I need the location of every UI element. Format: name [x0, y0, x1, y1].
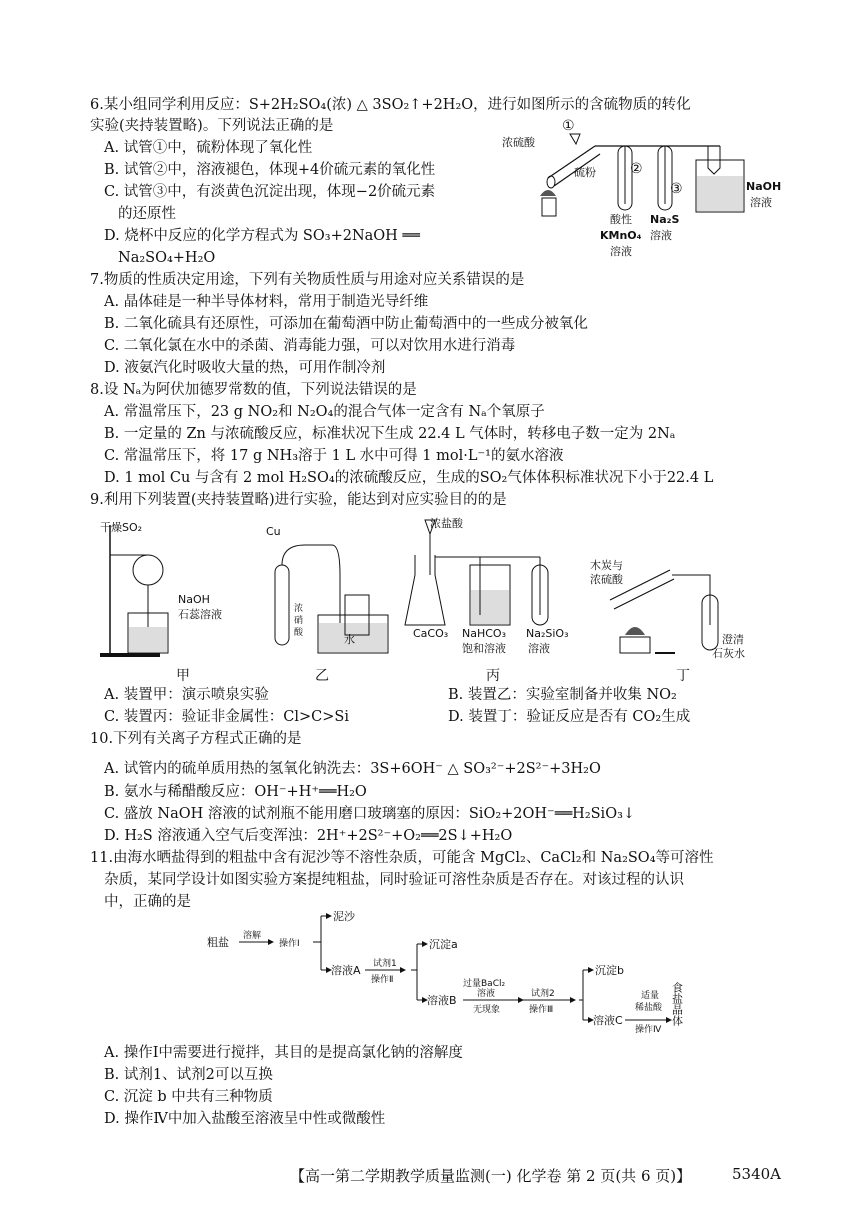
q7-option-a: A. 晶体硅是一种半导体材料，常用于制造光导纤维 — [104, 294, 429, 310]
q8-stem: 8.设 Nₐ为阿伏加德罗常数的值，下列说法错误的是 — [90, 382, 417, 398]
q10-option-c: C. 盛放 NaOH 溶液的试剂瓶不能用磨口玻璃塞的原因：SiO₂+2OH⁻══H₂SiO₃↓ — [104, 806, 636, 822]
q11-fig-bacl2-label1: 过量BaCl₂ — [463, 979, 506, 989]
q11-fig-reagent2: 试剂2 — [531, 989, 555, 999]
q11-fig-solution-b: 溶液B — [427, 994, 457, 1007]
q6-stem-line2: 实验(夹持装置略)。下列说法正确的是 — [90, 118, 334, 134]
q11-stem-line3: 中，正确的是 — [104, 894, 191, 910]
q6-fig-kmno4-label2: KMnO₄ — [600, 229, 642, 242]
q9-caption-ding: 丁 — [676, 668, 690, 684]
q11-fig-sand: 泥沙 — [333, 910, 355, 923]
q11-fig-op3: 操作Ⅲ — [529, 1005, 554, 1015]
q11-fig-hcl-label1: 适量 — [641, 991, 660, 1001]
q11-fig-op4: 操作Ⅳ — [635, 1025, 662, 1035]
q9-fig-jia-solution-label: 石蕊溶液 — [178, 608, 222, 621]
q7-option-b: B. 二氧化硫具有还原性，可添加在葡萄酒中防止葡萄酒中的一些成分被氧化 — [104, 316, 588, 332]
q9-apparatus-figure — [100, 515, 780, 665]
q6-option-c-cont: 的还原性 — [118, 206, 176, 222]
q8-option-c: C. 常温常压下，将 17 g NH₃溶于 1 L 水中可得 1 mol·L⁻¹的氨水溶液 — [104, 448, 564, 464]
q11-fig-precipitate-b: 沉淀b — [595, 964, 624, 977]
q9-fig-ding-charcoal-label1: 木炭与 — [590, 559, 623, 572]
q9-caption-bing: 丙 — [486, 668, 500, 684]
q6-stem-line1: 6.某小组同学利用反应：S+2H₂SO₄(浓) △ 3SO₂↑+2H₂O，进行如图所示的含硫物质的转化 — [90, 97, 691, 113]
q9-fig-jia-naoh-label: NaOH — [178, 593, 210, 606]
q9-fig-jia-gas-label: 干燥SO₂ — [100, 521, 143, 534]
q10-option-a: A. 试管内的硫单质用热的氢氧化钠洗去：3S+6OH⁻ △ SO₃²⁻+2S²⁻+3H₂O — [104, 761, 601, 777]
q11-fig-op1: 操作Ⅰ — [279, 939, 300, 949]
q6-fig-tube2-label: ② — [630, 161, 643, 177]
q9-fig-ding-charcoal-label2: 浓硫酸 — [590, 573, 623, 586]
q11-stem-line2: 杂质，某同学设计如图实验方案提纯粗盐，同时验证可溶性杂质是否存在。对该过程的认识 — [104, 872, 684, 888]
q11-fig-edible-salt: 食盐晶体 — [670, 982, 684, 1026]
q6-fig-kmno4-label1: 酸性 — [610, 213, 632, 226]
q6-option-d: D. 烧杯中反应的化学方程式为 SO₃+2NaOH ══ — [104, 228, 420, 244]
q11-flowchart — [205, 908, 695, 1038]
q9-fig-bing-na2sio3-label: Na₂SiO₃ — [526, 627, 569, 640]
q6-option-a: A. 试管①中，硫粉体现了氧化性 — [104, 140, 313, 156]
q6-option-c: C. 试管③中，有淡黄色沉淀出现，体现−2价硫元素 — [104, 184, 436, 200]
q7-option-d: D. 液氨汽化时吸收大量的热，可用作制冷剂 — [104, 360, 386, 376]
q11-fig-hcl-label2: 稀盐酸 — [635, 1003, 663, 1013]
q9-option-d: D. 装置丁：验证反应是否有 CO₂生成 — [448, 709, 691, 725]
q9-fig-yi-cu-label: Cu — [266, 525, 281, 538]
q11-fig-no-observation: 无现象 — [473, 1005, 501, 1015]
q7-option-c: C. 二氧化氯在水中的杀菌、消毒能力强，可以对饮用水进行消毒 — [104, 338, 516, 354]
q11-fig-crude-salt: 粗盐 — [207, 936, 229, 949]
q6-fig-kmno4-label3: 溶液 — [610, 245, 632, 258]
q6-option-b: B. 试管②中，溶液褪色，体现+4价硫元素的氧化性 — [104, 162, 436, 178]
q11-option-c: C. 沉淀 b 中共有三种物质 — [104, 1089, 273, 1105]
q11-fig-dissolve: 溶解 — [243, 931, 262, 941]
q6-fig-tube3-label: ③ — [670, 181, 683, 197]
q9-fig-yi-acid-label1: 浓 — [294, 604, 304, 614]
q6-fig-na2s-label1: Na₂S — [650, 213, 680, 226]
q9-option-b: B. 装置乙：实验室制备并收集 NO₂ — [448, 687, 677, 703]
q6-apparatus-figure — [500, 116, 785, 266]
q6-fig-tube1-label: ① — [562, 118, 575, 134]
q9-fig-ding-lime-label1: 澄清 — [722, 633, 744, 646]
q9-fig-bing-saturated-label: 饱和溶液 — [462, 642, 506, 655]
q11-fig-solution-a: 溶液A — [331, 964, 361, 977]
q6-fig-conc-acid-label: 浓硫酸 — [502, 136, 535, 149]
q11-fig-bacl2-label2: 溶液 — [477, 989, 496, 999]
q6-option-d-cont: Na₂SO₄+H₂O — [118, 250, 216, 266]
q8-option-d: D. 1 mol Cu 与含有 2 mol H₂SO₄的浓硫酸反应，生成的SO₂气体体积标准状况下小于22.4 L — [104, 470, 714, 486]
q11-fig-reagent1: 试剂1 — [373, 959, 397, 969]
q9-option-a: A. 装置甲：演示喷泉实验 — [104, 687, 269, 703]
q9-fig-bing-hcl-label: 浓盐酸 — [430, 517, 463, 530]
q11-option-b: B. 试剂1、试剂2可以互换 — [104, 1067, 273, 1083]
q8-option-b: B. 一定量的 Zn 与浓硫酸反应，标准状况下生成 22.4 L 气体时，转移电子数一定为 2Nₐ — [104, 426, 676, 442]
q9-fig-yi-acid-label2: 硝 — [294, 616, 304, 626]
q6-fig-naoh-label2: 溶液 — [750, 196, 772, 209]
q9-option-c: C. 装置丙：验证非金属性：Cl>C>Si — [104, 709, 349, 725]
q9-fig-bing-solution-label: 溶液 — [528, 642, 550, 655]
q9-fig-ding-lime-label2: 石灰水 — [712, 647, 745, 660]
q8-option-a: A. 常温常压下，23 g NO₂和 N₂O₄的混合气体一定含有 Nₐ个氧原子 — [104, 404, 545, 420]
q11-option-a: A. 操作Ⅰ中需要进行搅拌，其目的是提高氯化钠的溶解度 — [104, 1045, 463, 1061]
q9-fig-yi-acid-label3: 酸 — [294, 628, 304, 638]
q6-fig-na2s-label2: 溶液 — [650, 229, 672, 242]
q9-fig-yi-water-label: 水 — [344, 633, 355, 646]
q11-fig-op2: 操作Ⅱ — [371, 975, 394, 985]
q10-option-b: B. 氨水与稀醋酸反应：OH⁻+H⁺══H₂O — [104, 784, 367, 800]
q9-stem: 9.利用下列装置(夹持装置略)进行实验，能达到对应实验目的的是 — [90, 492, 507, 508]
q11-fig-precipitate-a: 沉淀a — [429, 938, 458, 951]
paper-code: 5340A — [732, 1165, 782, 1183]
q11-option-d: D. 操作Ⅳ中加入盐酸至溶液呈中性或微酸性 — [104, 1111, 386, 1127]
q11-fig-solution-c: 溶液C — [593, 1014, 623, 1027]
q9-caption-yi: 乙 — [315, 668, 329, 684]
q6-fig-sulfur-label: 硫粉 — [574, 166, 596, 179]
q6-fig-naoh-label1: NaOH — [746, 180, 782, 193]
q9-caption-jia: 甲 — [176, 668, 190, 684]
q7-stem: 7.物质的性质决定用途，下列有关物质性质与用途对应关系错误的是 — [90, 272, 525, 288]
q10-stem: 10.下列有关离子方程式正确的是 — [90, 731, 302, 747]
q9-fig-bing-nahco3-label: NaHCO₃ — [462, 627, 506, 640]
page-footer: 【高一第二学期教学质量监测(一) 化学卷 第 2 页(共 6 页)】 — [290, 1167, 692, 1185]
q9-fig-bing-caco3-label: CaCO₃ — [413, 627, 449, 640]
q11-stem-line1: 11.由海水晒盐得到的粗盐中含有泥沙等不溶性杂质，可能含 MgCl₂、CaCl₂和 Na₂SO₄等可溶性 — [90, 850, 714, 866]
q10-option-d: D. H₂S 溶液通入空气后变浑浊：2H⁺+2S²⁻+O₂══2S↓+H₂O — [104, 828, 513, 844]
